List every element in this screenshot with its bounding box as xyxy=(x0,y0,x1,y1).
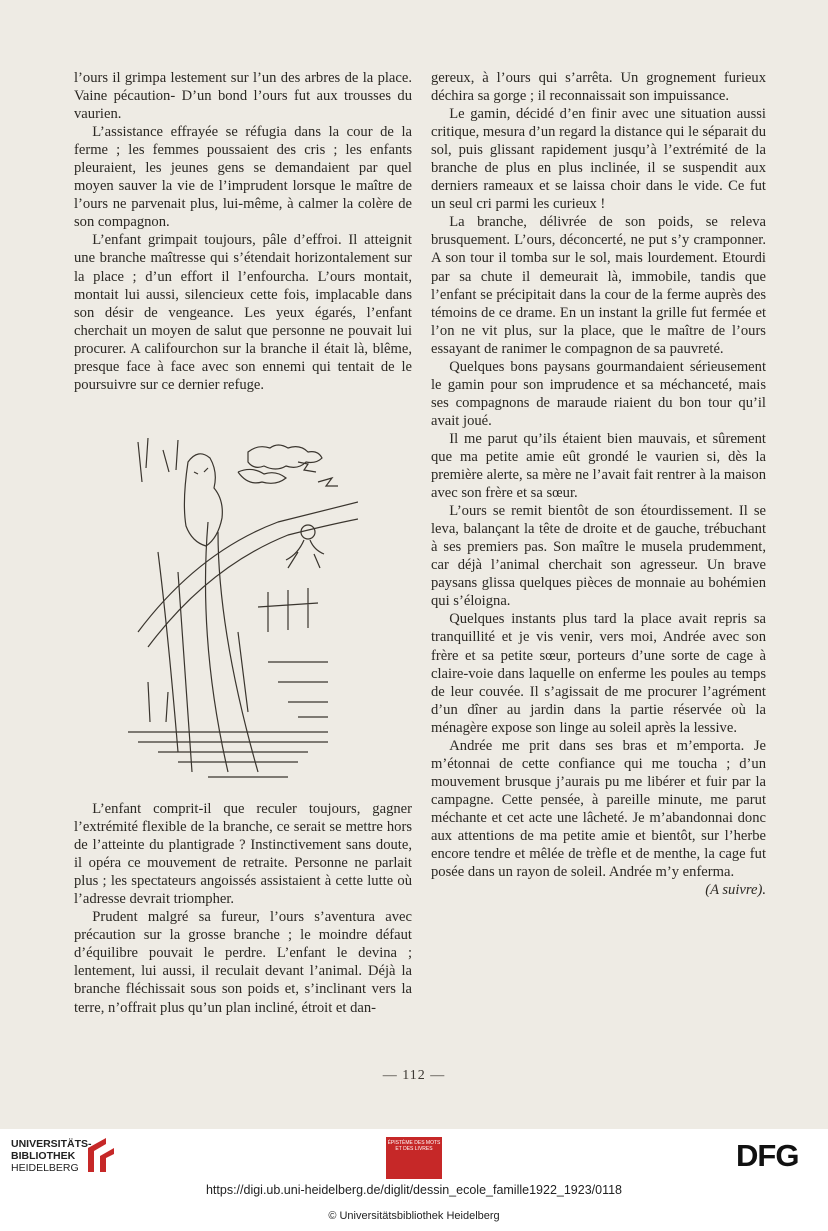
left-column-bottom xyxy=(74,800,412,1017)
left-column-top xyxy=(74,69,412,394)
center-logo[interactable] xyxy=(386,1137,442,1179)
library-logo-text[interactable] xyxy=(11,1138,92,1174)
paragraph: gereux, à l’ours qui s’arrêta. Un grognement furieux déchira sa gorge ; il reconnaissait son impuissance. xyxy=(431,70,766,105)
right-column xyxy=(431,69,766,899)
center-logo-text: ÉPISTÈME DES MOTS ET DES LIVRES xyxy=(387,1140,441,1152)
paragraph: Le gamin, décidé d’en finir avec une situation aussi critique, mesura d’un regard la distance qui le séparait du sol, puis glissant rapidement jusqu’à l’extrémité de la branche de plus en plus inclinée, il se suspendit aux derniers rameaux et se laissa choir dans le vide. Ce fut un seul cri parmi les curieux ! xyxy=(431,106,766,213)
paragraph: L’assistance effrayée se réfugia dans la cour de la ferme ; les femmes poussaient des cris ; les enfants pleuraient, les jeunes gens se demandaient par quel moyen sauver la vie de l’imprudent lorsque le maître de l’ours ne parvenait plus, lui-même, à calmer la colère de son compagnon. xyxy=(74,124,412,231)
page-number: — 112 — xyxy=(382,1068,446,1083)
paragraph-text: Andrée me prit dans ses bras et m’emporta. Je m’étonnai de cette confiance qui me toucha ; d’un mouvement brusque j’aurais pu me libérer et fuir par la campagne. Cette pensée, à pareille minute, me parut méchante et cet acte une lâcheté. Je m’abandonnai donc aux attentions de ma petite amie et bientôt, sur l’herbe encore tendre et mêlée de trèfle et de menthe, la cage fut posée dans un rayon de soleil. Andrée m’y enferma. xyxy=(431,737,766,881)
bear-tree-illustration xyxy=(118,432,358,792)
to-be-continued-note: (A suivre). xyxy=(705,882,766,899)
library-line-1: UNIVERSITÄTS- xyxy=(11,1138,92,1150)
library-line-3: HEIDELBERG xyxy=(11,1162,79,1174)
paragraph: Quelques bons paysans gourmandaient sérieusement le gamin pour son imprudence et sa méchanceté, mais ses compagnons de maraude riaient du bon tour qu’il avait joué. xyxy=(431,358,766,429)
paragraph: l’ours il grimpa lestement sur l’un des arbres de la place. Vaine pécaution- D’un bond l’ours fut aux trousses du vaurien. xyxy=(74,70,412,123)
copyright-notice: © Universitätsbibliothek Heidelberg xyxy=(328,1210,500,1222)
paragraph: L’ours se remit bientôt de son étourdissement. Il se leva, balançant la tête de droite et de gauche, trébuchant à ses premiers pas. Son maître le musela prudemment, car déjà l’animal cherchait son agresseur. Un brave paysans glissa quelques pièces de monnaie au bohémien qui s’éloigna. xyxy=(431,503,766,610)
paragraph: Quelques instants plus tard la place avait repris sa tranquillité et je vis venir, vers moi, Andrée avec son frère et sa petite sœur, porteurs d’une sorte de cage à claire-voie dans laquelle on enferme les poules au temps de leur couvée. Il s’agissait de me procurer l’agrément d’un dîner au jardin dans la partie réservée où la ménagère expose son linge au soleil après la lessive. xyxy=(431,611,766,736)
paragraph: L’enfant comprit-il que reculer toujours, gagner l’extrémité flexible de la branche, ce serait se mettre hors de l’atteinte du plantigrade ? Instinctivement sans doute, il opéra ce mouvement de retraite. Personne ne parlait plus ; les spectateurs angoissés assistaient à cette lutte où l’adresse devrait triompher. xyxy=(74,801,412,908)
paragraph: L’enfant grimpait toujours, pâle d’effroi. Il atteignit une branche maîtresse qui s’étendait horizontalement sur la place ; d’un effort il l’enfourcha. L’ours montait, montait lui aussi, silencieux cette fois, implacable dans son désir de vengeance. Les yeux égarés, l’enfant cherchait un moyen de salut que personne ne pouvait lui procurer. A califourchon sur la branche il était là, blême, presque face à face avec son ennemi qui tentait de le poursuivre sur ce dernier refuge. xyxy=(74,232,412,393)
dfg-logo[interactable]: DFG xyxy=(736,1138,799,1173)
paragraph: La branche, délivrée de son poids, se releva brusquement. L’ours, déconcerté, ne put s’y cramponner. A son tour il tomba sur le sol, mais lourdement. Etourdi par sa chute il demeurait là, immobile, tandis que l’enfant se précipitait dans la cour de la ferme auprès des témoins de ce drame. En un instant la grille fut fermée et l’on ne vit plus, sur la place, que le maître de l’ours essayant de ranimer le compagnon de sa pauvreté. xyxy=(431,214,766,357)
paragraph: Il me parut qu’ils étaient bien mauvais, et sûrement que ma petite amie eût grondé le vaurien si, dès la première alerte, sa mère ne l’avait fait rentrer à la maison avec son frère et sa sœur. xyxy=(431,430,766,502)
library-logo-icon[interactable] xyxy=(84,1134,118,1174)
paragraph xyxy=(431,737,766,899)
permalink-url[interactable]: https://digi.ub.uni-heidelberg.de/diglit/dessin_ecole_famille1922_1923/0118 xyxy=(205,1183,623,1197)
paragraph: Prudent malgré sa fureur, l’ours s’aventura avec précaution sur la grosse branche ; le moindre défaut d’équilibre pouvait le perdre. L’enfant le devina ; lentement, lui aussi, il reculait devant l’animal. Déjà la branche fléchissait sous son poids et, s’inclinant vers la terre, n’offrait plus qu’un plan incliné, étroit et dan- xyxy=(74,909,412,1016)
library-line-2: BIBLIOTHEK xyxy=(11,1150,76,1162)
